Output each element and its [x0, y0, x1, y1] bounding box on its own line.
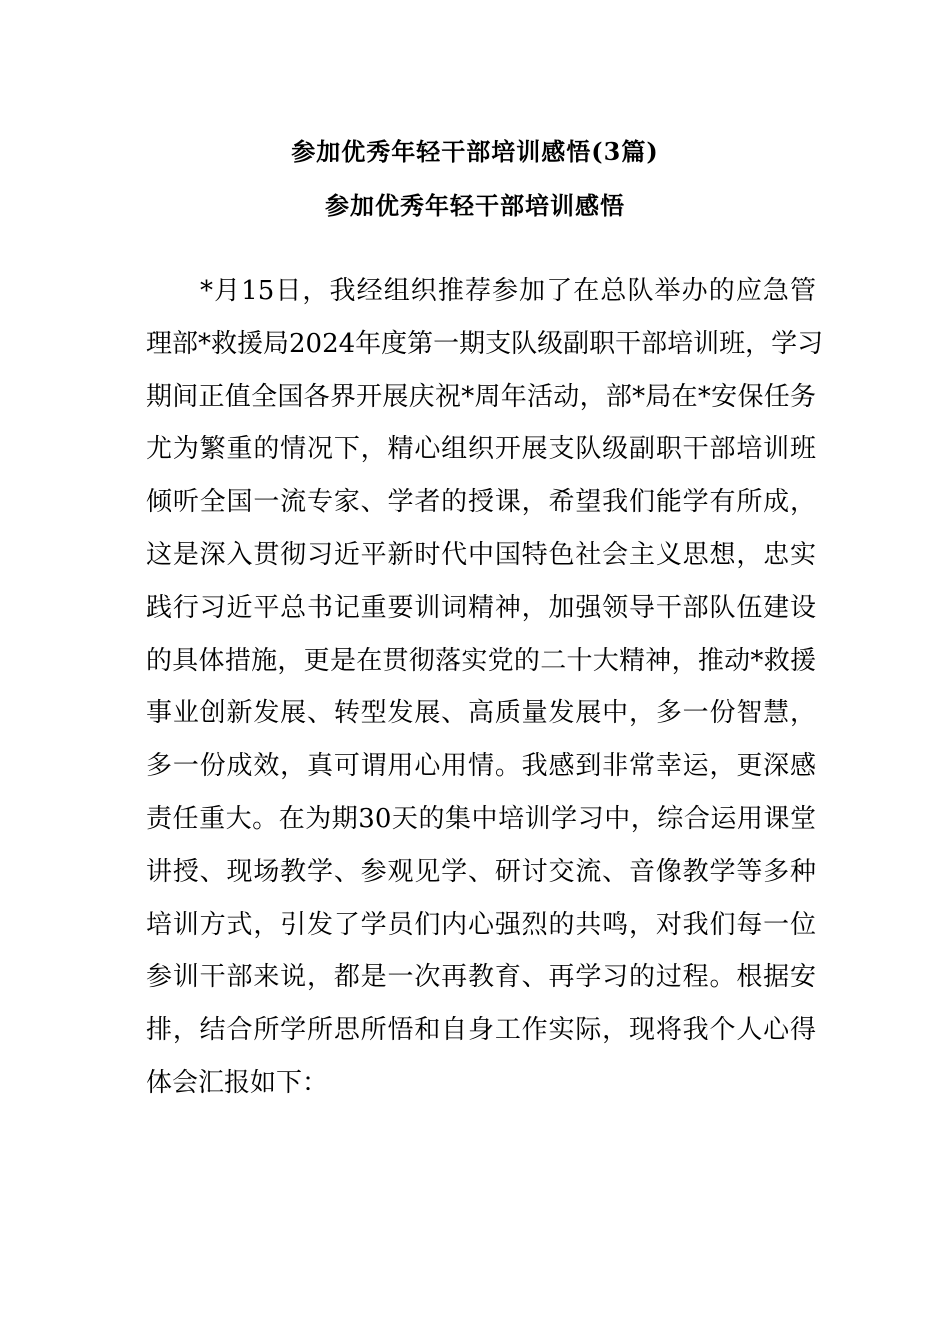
document-title: 参加优秀年轻干部培训感悟(3篇)	[291, 137, 659, 166]
paragraph-line: 期间正值全国各界开展庆祝*周年活动，部*局在*安保任务	[146, 381, 816, 412]
paragraph-line: 的具体措施，更是在贯彻落实党的二十大精神，推动*救援	[146, 645, 816, 676]
paragraph-line: *月15日，我经组织推荐参加了在总队举办的应急管	[200, 276, 816, 306]
document-subtitle: 参加优秀年轻干部培训感悟	[325, 191, 625, 220]
paragraph-line: 践行习近平总书记重要训词精神，加强领导干部队伍建设	[146, 592, 816, 623]
paragraph-line: 这是深入贯彻习近平新时代中国特色社会主义思想，忠实	[146, 539, 816, 570]
paragraph-line: 排，结合所学所思所悟和自身工作实际，现将我个人心得	[146, 1015, 816, 1046]
body-paragraph	[146, 265, 824, 1110]
paragraph-line: 体会汇报如下：	[146, 1067, 329, 1098]
paragraph-line: 倾听全国一流专家、学者的授课，希望我们能学有所成，	[146, 487, 816, 518]
paragraph-line: 讲授、现场教学、参观见学、研讨交流、音像教学等多种	[146, 856, 816, 887]
paragraph-line: 多一份成效，真可谓用心用情。我感到非常幸运，更深感	[146, 751, 816, 782]
paragraph-line: 培训方式，引发了学员们内心强烈的共鸣，对我们每一位	[146, 909, 816, 940]
paragraph-line: 理部*救援局2024年度第一期支队级副职干部培训班，学习	[146, 328, 824, 359]
paragraph-line: 责任重大。在为期30天的集中培训学习中，综合运用课堂	[146, 803, 816, 834]
paragraph-line: 参训干部来说，都是一次再教育、再学习的过程。根据安	[146, 962, 816, 993]
paragraph-line: 尤为繁重的情况下，精心组织开展支队级副职干部培训班	[146, 434, 816, 465]
paragraph-line: 事业创新发展、转型发展、高质量发展中，多一份智慧，	[146, 698, 816, 729]
